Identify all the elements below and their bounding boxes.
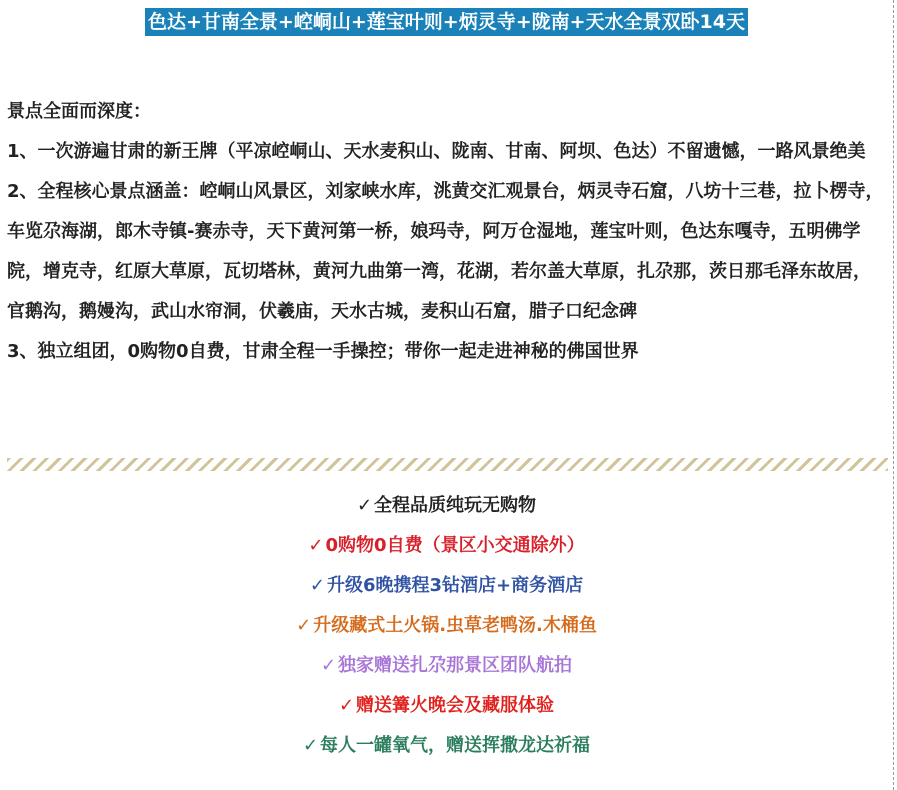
- highlight-item: [0, 606, 893, 646]
- check-icon: ✓: [302, 735, 319, 756]
- point-1: 1、一次游遍甘肃的新王牌（平凉崆峒山、天水麦积山、陇南、甘南、阿坝、色达）不留遗憾，一路风景绝美: [7, 141, 866, 162]
- right-dashed-border: [893, 0, 894, 790]
- section-heading: 景点全面而深度：: [7, 101, 151, 122]
- highlight-text: 独家赠送扎尕那景区团队航拍: [338, 655, 573, 676]
- highlight-text: 0购物0自费（景区小交通除外）: [325, 535, 585, 556]
- title-bar: [0, 8, 893, 36]
- point-2: 2、全程核心景点涵盖：崆峒山风景区，刘家峡水库，洮黄交汇观景台，炳灵寺石窟，八坊十三巷，拉卜楞寺，车览尕海湖，郎木寺镇-赛赤寺，天下黄河第一桥，娘玛寺，阿万仓湿地，莲宝叶则，色达东嘎寺，五明佛学院，增克寺，红原大草原，瓦切塔林，黄河九曲第一湾，花湖，若尔盖大草原，扎尕那，茨日那毛泽东故居，官鹅沟，鹅嫚沟，武山水帘洞，伏羲庙，天水古城，麦积山石窟，腊子口纪念碑: [7, 181, 884, 322]
- check-icon: ✓: [320, 655, 337, 676]
- highlight-item: [0, 526, 893, 566]
- highlight-item: [0, 566, 893, 606]
- highlight-text: 赠送篝火晚会及藏服体验: [356, 695, 555, 716]
- check-icon: ✓: [356, 495, 373, 516]
- check-icon: ✓: [309, 575, 325, 596]
- itinerary-description: [7, 92, 887, 372]
- point-3: 3、独立组团，0购物0自费，甘肃全程一手操控；带你一起走进神秘的佛国世界: [7, 341, 639, 362]
- highlight-text: 升级6晚携程3钻酒店+商务酒店: [326, 575, 584, 596]
- page-title: 色达+甘南全景+崆峒山+莲宝叶则+炳灵寺+陇南+天水全景双卧14天: [145, 8, 748, 36]
- highlight-item: [0, 726, 893, 766]
- highlights-list: [0, 486, 893, 766]
- check-icon: ✓: [338, 695, 355, 716]
- highlight-item: [0, 686, 893, 726]
- check-icon: ✓: [308, 535, 324, 556]
- highlight-item: [0, 646, 893, 686]
- highlight-text: 升级藏式土火锅.虫草老鸭汤.木桶鱼: [313, 615, 597, 636]
- striped-divider: [7, 458, 888, 471]
- highlight-text: 每人一罐氧气，赠送挥撒龙达祈福: [320, 735, 591, 756]
- check-icon: ✓: [296, 615, 312, 636]
- highlight-text: 全程品质纯玩无购物: [374, 495, 537, 516]
- highlight-item: [0, 486, 893, 526]
